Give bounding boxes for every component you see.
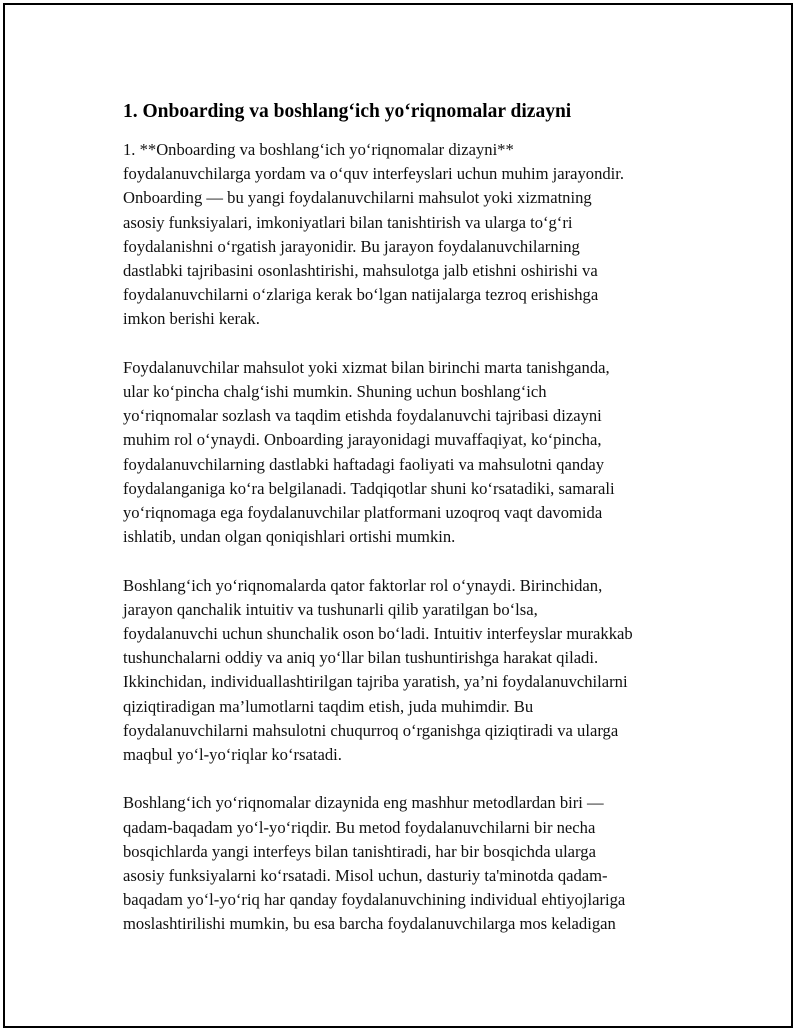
document-body <box>123 100 693 961</box>
document-title: 1. Onboarding va boshlang‘ich yo‘riqnomalar dizayni <box>123 101 572 122</box>
paragraph: 1. **Onboarding va boshlang‘ich yo‘riqnomalar dizayni** foydalanuvchilarga yordam va o‘quv interfeyslari uchun muhim jarayondir. Onboarding — bu yangi foydalanuvchilarni mahsulot yoki xizmatning asosiy funksiyalari, imkoniyatlari bilan tanishtirish va ularga to‘g‘ri foydalanishni o‘rgatish jarayonidir. Bu jarayon foydalanuvchilarning dastlabki tajribasini osonlashtirishi, mahsulotga jalb etishni oshirishi va foydalanuvchilarni o‘zlariga kerak bo‘lgan natijalarga tezroq erishishga imkon berishi kerak. <box>123 140 625 329</box>
paragraph: Foydalanuvchilar mahsulot yoki xizmat bilan birinchi marta tanishganda, ular ko‘pincha chalg‘ishi mumkin. Shuning uchun boshlang‘ich yo‘riqnomalar sozlash va taqdim etishda foydalanuvchi tajribasi dizayni muhim rol o‘ynaydi. Onboarding jarayonidagi muvaffaqiyat, ko‘pincha, foydalanuvchilarning dastlabki haftadagi faoliyati va mahsulotni qanday foydalanganiga ko‘ra belgilanadi. Tadqiqotlar shuni ko‘rsatadiki, samarali yo‘riqnomaga ega foydalanuvchilar platformani uzoqroq vaqt davomida ishlatib, undan olgan qoniqishlari ortishi mumkin. <box>123 357 615 547</box>
document-page <box>3 3 793 1028</box>
paragraph: Boshlang‘ich yo‘riqnomalarda qator faktorlar rol o‘ynaydi. Birinchidan, jarayon qanchalik intuitiv va tushunarli qilib yaratilgan bo‘lsa, foydalanuvchi uchun shunchalik oson bo‘ladi. Intuitiv interfeyslar murakkab tushunchalarni oddiy va aniq yo‘llar bilan tushuntirishga harakat qiladi. Ikkinchidan, individuallashtirilgan tajriba yaratish, ya’ni foydalanuvchilarni qiziqtiradigan ma’lumotlarni taqdim etish, juda muhimdir. Bu foydalanuvchilarni mahsulotni chuqurroq o‘rganishga qiziqtiradi va ularga maqbul yo‘l-yo‘riqlar ko‘rsatadi. <box>123 575 633 765</box>
paragraph: Boshlang‘ich yo‘riqnomalar dizaynida eng mashhur metodlardan biri — qadam-baqadam yo‘l-yo‘riqdir. Bu metod foydalanuvchilarni bir necha bosqichlarda yangi interfeys bilan tanishtiradi, har bir bosqichda ularga asosiy funksiyalarni ko‘rsatadi. Misol uchun, dasturiy ta'minotda qadam- baqadam yo‘l-yo‘riq har qanday foydalanuvchining individual ehtiyojlariga moslashtirilishi mumkin, bu esa barcha foydalanuvchilarga mos keladigan <box>123 793 626 934</box>
